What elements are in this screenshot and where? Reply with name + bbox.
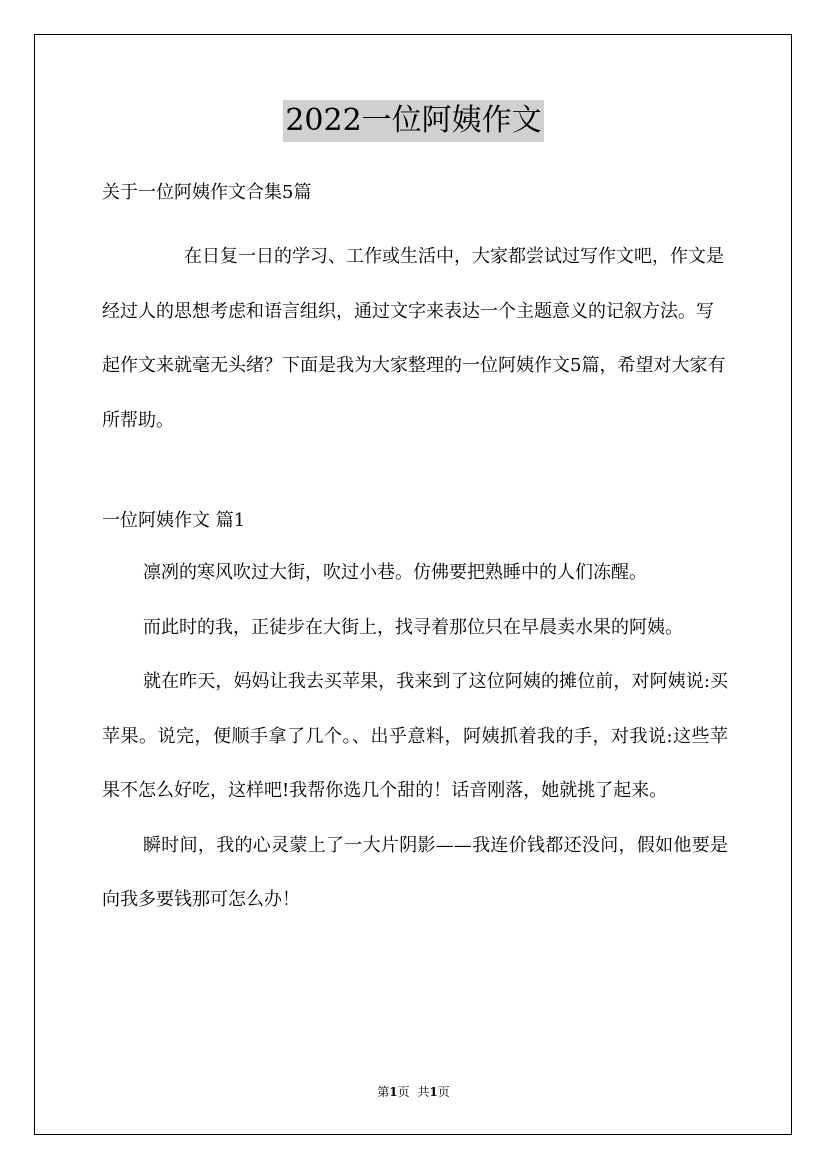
- document-title: 2022一位阿姨作文: [283, 100, 543, 142]
- section-heading: 一位阿姨作文 篇1: [102, 510, 246, 531]
- page-number: 1: [389, 1085, 398, 1099]
- total-pages: 1: [429, 1085, 438, 1099]
- page-label-suffix: 页: [397, 1085, 410, 1099]
- essay-body: [102, 546, 728, 928]
- intro-text: 在日复一日的学习、工作或生活中，大家都尝试过写作文吧，作文是经过人的思想考虑和语言组织，通过文字来表达一个主题意义的记叙方法。写起作文来就毫无头绪？下面是我为大家整理的一位阿姨作文5篇，希望对大家有所帮助。: [102, 246, 726, 431]
- essay-paragraph: 瞬时间，我的心灵蒙上了一大片阴影——我连价钱都还没问，假如他要是向我多要钱那可怎么办！: [102, 834, 728, 910]
- essay-paragraph: 凛冽的寒风吹过大街，吹过小巷。仿佛要把熟睡中的人们冻醒。: [143, 562, 647, 583]
- total-suffix: 页: [437, 1085, 450, 1099]
- title-container: [0, 100, 827, 142]
- document-subtitle: 关于一位阿姨作文合集5篇: [102, 182, 312, 203]
- essay-paragraph: 就在昨天，妈妈让我去买苹果，我来到了这位阿姨的摊位前，对阿姨说:买苹果。说完，便顺手拿了几个。、出乎意料，阿姨抓着我的手，对我说:这些苹果不怎么好吃，这样吧!我帮你选几个甜的！话音刚落，她就挑了起来。: [102, 671, 728, 801]
- page-footer: [0, 1083, 827, 1101]
- intro-paragraph: [102, 230, 728, 448]
- total-prefix: 共: [417, 1085, 430, 1099]
- essay-paragraph: 而此时的我，正徒步在大街上，找寻着那位只在早晨卖水果的阿姨。: [143, 616, 683, 638]
- page-label-prefix: 第: [377, 1085, 390, 1099]
